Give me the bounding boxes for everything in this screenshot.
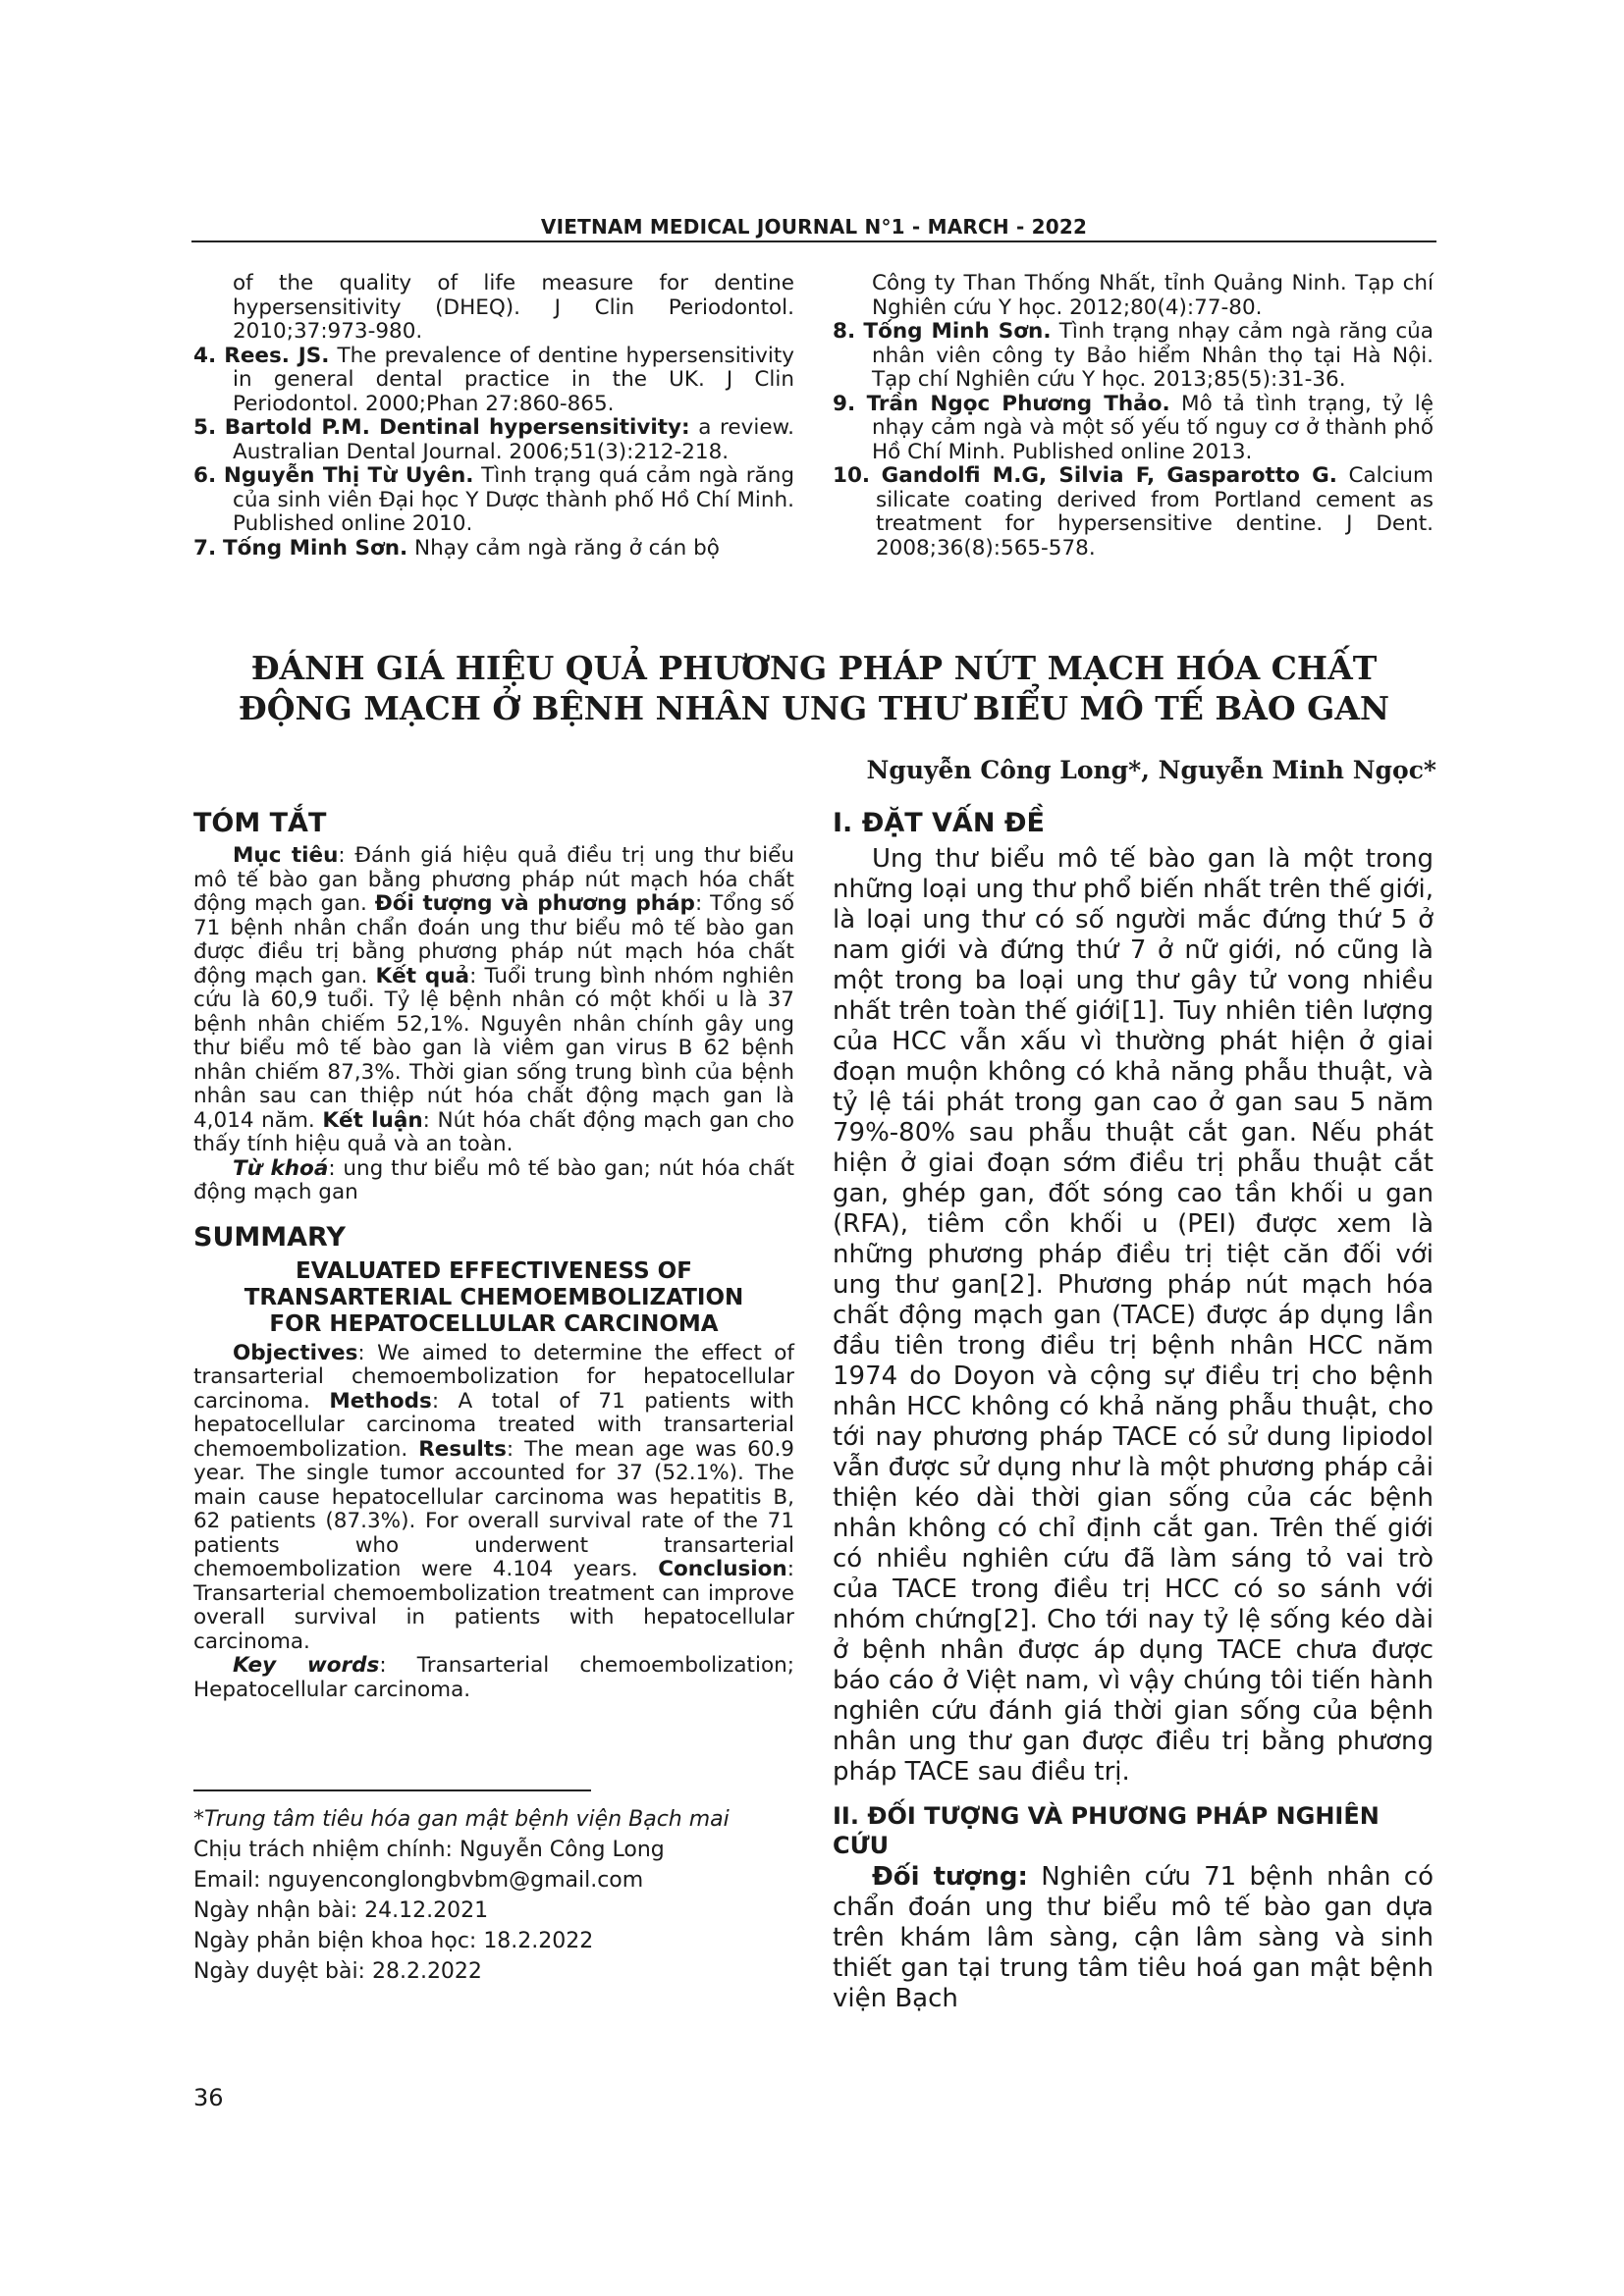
section-1-heading: I. ĐẶT VẤN ĐỀ: [833, 808, 1045, 838]
abstract-vi-heading: TÓM TẮT: [193, 808, 327, 838]
abstract-column: [193, 807, 794, 1702]
article-authors: Nguyễn Công Long*, Nguyễn Minh Ngọc*: [866, 756, 1436, 784]
reference-3-continued: of the quality of life measure for dentine hypersensitivity (DHEQ). J Clin Periodontol. 2010;37:973-980.: [233, 271, 794, 344]
body-column: [833, 807, 1434, 2014]
references-right: [833, 272, 1434, 561]
footnote-responsible: Chịu trách nhiệm chính: Nguyễn Công Long: [193, 1838, 665, 1862]
footnote-reviewed: Ngày phản biện khoa học: 18.2.2022: [193, 1929, 594, 1953]
page-number: 36: [193, 2084, 224, 2111]
footnote-accepted: Ngày duyệt bài: 28.2.2022: [193, 1959, 482, 1984]
section-1-paragraph: Ung thư biểu mô tế bào gan là một trong những loại ung thư phổ biến nhất trên thế giới, là loại ung thư có số người mắc đứng thứ 5 ở nam giới và đứng thứ 7 ở nữ giới, nó cũng là một trong ba loại ung thư gây tử vong nhiều nhất trên toàn thế giới[1]. Tuy nhiên tiên lượng của HCC vẫn xấu vì thường phát hiện ở giai đoạn muộn không có khả năng phẫu thuật, và tỷ lệ tái phát trong gan cao ở gan sau 5 năm 79%-80% sau phẫu thuật cắt gan. Nếu phát hiện ở giai đoạn sớm điều trị phẫu thuật cắt gan, ghép gan, đốt sóng cao tần khối u gan (RFA), tiêm cồn khối u (PEI) được xem là những phương pháp điều trị tiệt căn đối với ung thư gan[2]. Phương pháp nút mạch hóa chất động mạch gan (TACE) được áp dụng lần đầu tiên trong điều trị bệnh nhân HCC năm 1974 do Doyon và cộng sự điều trị cho bệnh nhân HCC không có khả năng phẫu thuật, cho tới nay phương pháp TACE có sử dung lipiodol vẫn được sử dụng như là một phương pháp cải thiện kéo dài thời gian sống của các bệnh nhân không có chỉ định cắt gan. Trên thế giới có nhiều nghiên cứu đã làm sáng tỏ vai trò của TACE trong điều trị HCC có so sánh với nhóm chứng[2]. Cho tới nay tỷ lệ sống kéo dài ở bệnh nhân được áp dụng TACE chưa được báo cáo ở Việt nam, vì vậy chúng tôi tiến hành nghiên cứu đánh giá thời gian sống của bệnh nhân ung thư gan được điều trị bằng phương pháp TACE sau điều trị.: [833, 844, 1434, 1787]
reference-5: 5. Bartold P.M. Dentinal hypersensitivity: a review. Australian Dental Journal. 2006;51(3):212-218.: [193, 415, 795, 464]
reference-7: 7. Tống Minh Sơn. Nhạy cảm ngà răng ở cán bộ: [193, 535, 720, 561]
running-header: VIETNAM MEDICAL JOURNAL N°1 - MARCH - 2022: [540, 215, 1088, 239]
article-title: [191, 648, 1436, 728]
reference-7-continued: Công ty Than Thống Nhất, tỉnh Quảng Ninh. Tạp chí Nghiên cứu Y học. 2012;80(4):77-80.: [872, 271, 1434, 320]
section-2-heading: II. ĐỐI TƯỢNG VÀ PHƯƠNG PHÁP NGHIÊN CỨU: [833, 1802, 1380, 1859]
reference-4: 4. Rees. JS. The prevalence of dentine hypersensitivity in general dental practice in the UK. J Clin Periodontol. 2000;Phan 27:860-865.: [193, 343, 794, 416]
summary-heading: SUMMARY: [193, 1221, 346, 1253]
header-rule: [191, 240, 1436, 242]
footnote-affiliation: *Trung tâm tiêu hóa gan mật bệnh viện Bạch mai: [193, 1807, 730, 1832]
footnotes: [193, 1804, 802, 1987]
article-title-line-2: ĐỘNG MẠCH Ở BỆNH NHÂN UNG THƯ BIỂU MÔ TẾ BÀO GAN: [238, 689, 1390, 727]
abstract-vi-body: Mục tiêu: Đánh giá hiệu quả điều trị ung thư biểu mô tế bào gan bằng phương pháp nút mạch hóa chất động mạch gan. Đối tượng và phương pháp: Tổng số 71 bệnh nhân chẩn đoán ung thư biểu mô tế bào gan được điều trị bằng phương pháp nút mạch hóa chất động mạch gan. Kết quả: Tuổi trung bình nhóm nghiên cứu là 60,9 tuổi. Tỷ lệ bệnh nhân có một khối u là 37 bệnh nhân chiếm 52,1%. Nguyên nhân chính gây ung thư biểu mô tế bào gan là viêm gan virus B 62 bệnh nhân chiếm 87,3%. Thời gian sống trung bình của bệnh nhân sau can thiệp nút hóa chất động mạch gan là 4,014 năm. Kết luận: Nút hóa chất động mạch gan cho thấy tính hiệu quả và an toàn.: [193, 843, 794, 1156]
abstract-vi-keywords: Từ khoá: ung thư biểu mô tế bào gan; nút hóa chất động mạch gan: [193, 1155, 795, 1204]
reference-6: 6. Nguyễn Thị Từ Uyên. Tình trạng quá cảm ngà răng của sinh viên Đại học Y Dược thành phố Hồ Chí Minh. Published online 2010.: [193, 463, 794, 536]
summary-keywords: Key words: Transarterial chemoembolization; Hepatocellular carcinoma.: [193, 1653, 794, 1702]
reference-9: 9. Trần Ngọc Phương Thảo. Mô tả tình trạng, tỷ lệ nhạy cảm ngà và một số yếu tố nguy cơ ở thành phố Hồ Chí Minh. Published online 2013.: [833, 391, 1434, 464]
reference-10: 10. Gandolfi M.G, Silvia F, Gasparotto G. Calcium silicate coating derived from Portland cement as treatment for hypersensitive dentine. J Dent. 2008;36(8):565-578.: [833, 463, 1434, 561]
references-left: [193, 272, 794, 561]
summary-body: Objectives: We aimed to determine the effect of transarterial chemoembolization for hepatocellular carcinoma. Methods: A total of 71 patients with hepatocellular carcinoma treated with transarterial chemoembolization. Results: The mean age was 60.9 year. The single tumor accounted for 37 (52.1%). The main cause hepatocellular carcinoma was hepatitis B, 62 patients (87.3%). For overall survival rate of the 71 patients who underwent transarterial chemoembolization were 4.104 years. Conclusion: Transarterial chemoembolization treatment can improve overall survival in patients with hepatocellular carcinoma.: [193, 1340, 794, 1654]
footnote-rule: [193, 1789, 591, 1791]
summary-title: EVALUATED EFFECTIVENESS OF TRANSARTERIAL CHEMOEMBOLIZATION FOR HEPATOCELLULAR CARCINOMA: [244, 1257, 744, 1337]
footnote-received: Ngày nhận bài: 24.12.2021: [193, 1898, 489, 1923]
footnote-email: Email: nguyenconglongbvbm@gmail.com: [193, 1868, 644, 1893]
article-title-line-1: ĐÁNH GIÁ HIỆU QUẢ PHƯƠNG PHÁP NÚT MẠCH HÓA CHẤT: [250, 649, 1378, 687]
section-2-paragraph: Đối tượng: Nghiên cứu 71 bệnh nhân có chẩn đoán ung thư biểu mô tế bào gan dựa trên khám lâm sàng, cận lâm sàng và sinh thiết gan tại trung tâm tiêu hoá gan mật bệnh viện Bạch: [833, 1862, 1434, 2013]
reference-8: 8. Tống Minh Sơn. Tình trạng nhạy cảm ngà răng của nhân viên công ty Bảo hiểm Nhân thọ tại Hà Nội. Tạp chí Nghiên cứu Y học. 2013;85(5):31-36.: [833, 319, 1434, 392]
